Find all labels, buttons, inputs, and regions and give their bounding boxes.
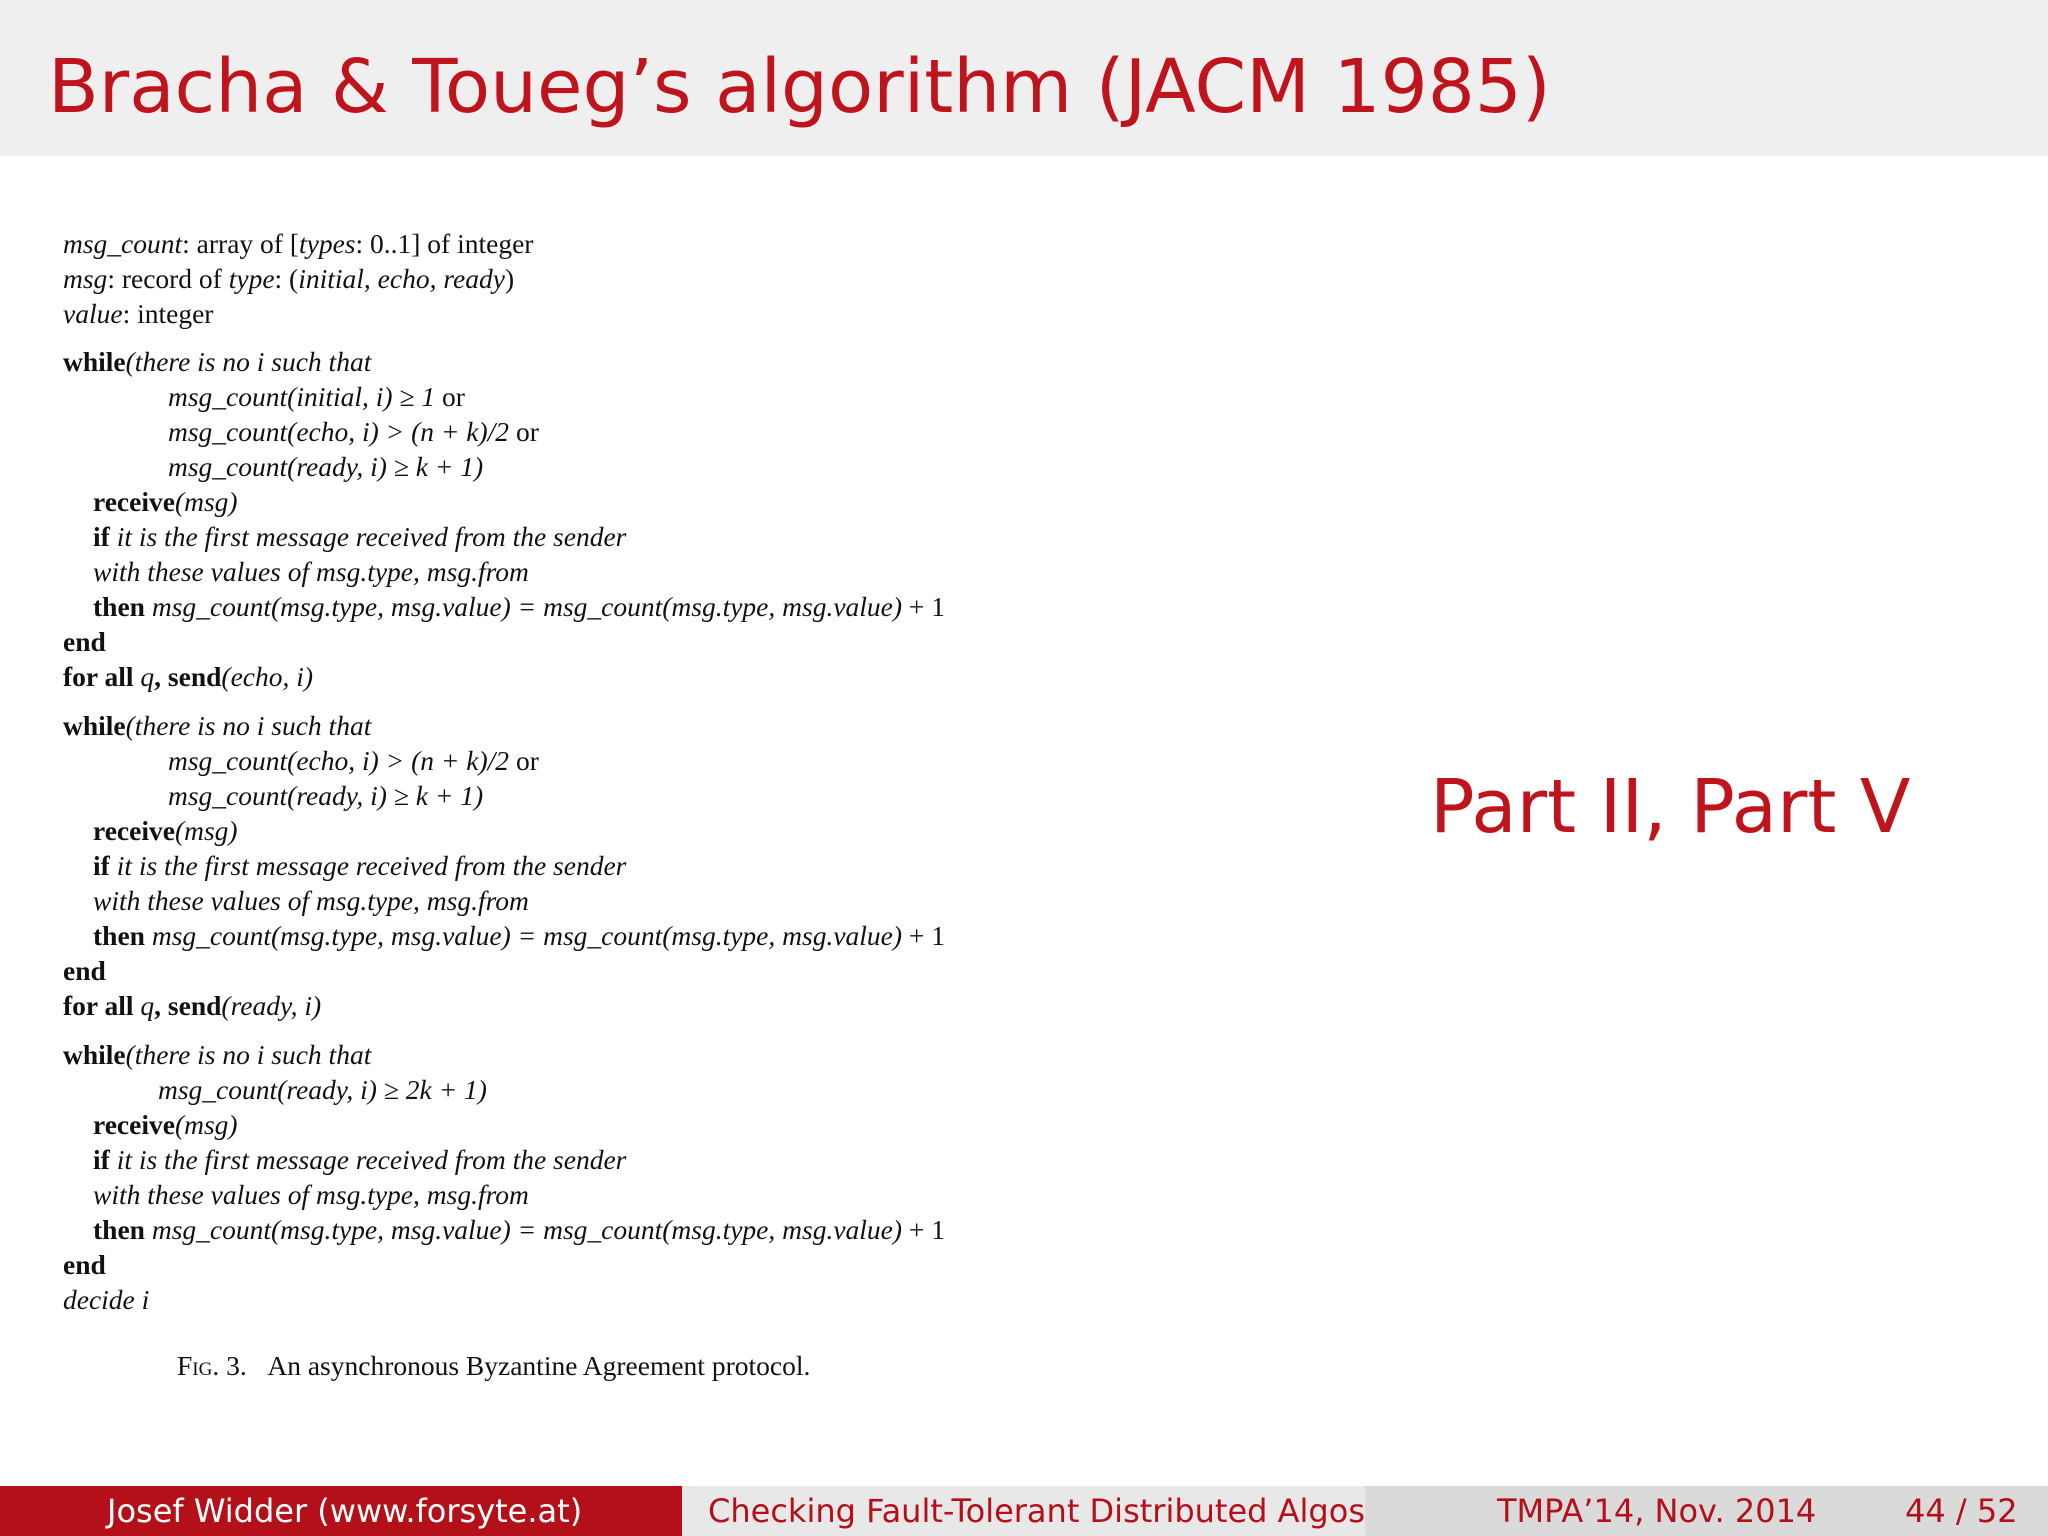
while-condition: (there is no i such that [125, 346, 372, 377]
receive-line [93, 484, 238, 519]
receive-arg: (msg) [174, 1109, 238, 1140]
send-arg: (echo, i) [221, 661, 314, 692]
receive-keyword: receive [93, 486, 175, 517]
footer-talk-segment [682, 1486, 1365, 1536]
then-line [93, 589, 945, 624]
if-line [93, 1142, 626, 1177]
decl-text: : 0..1] of integer [355, 228, 534, 259]
with-line [93, 1177, 529, 1212]
then-tail: + 1 [902, 1214, 946, 1245]
end-line [63, 624, 106, 659]
end-keyword: end [63, 1249, 106, 1280]
forall-keyword: for all [63, 661, 134, 692]
decl-var: msg [63, 263, 108, 294]
with-text: with these values of msg.type, msg.from [93, 885, 529, 916]
figure-label: Fig. 3. [177, 1350, 247, 1381]
send-arg: (ready, i) [221, 990, 322, 1021]
figure-caption-text: An asynchronous Byzantine Agreement protocol. [267, 1350, 811, 1381]
decl-var: value [63, 298, 123, 329]
while-condition: (there is no i such that [125, 710, 372, 741]
if-line [93, 519, 626, 554]
forall-var: q [133, 661, 155, 692]
if-keyword: if [93, 850, 110, 881]
condition-expr: msg_count(echo, i) > (n + k)/2 [168, 416, 510, 447]
while-keyword: while [63, 1039, 126, 1070]
while-line [63, 708, 371, 743]
then-tail: + 1 [902, 920, 946, 951]
while-line [63, 344, 371, 379]
with-line [93, 554, 529, 589]
condition-or: or [435, 381, 465, 412]
decl-text: : record of [107, 263, 229, 294]
decl-line [63, 261, 514, 296]
condition-line [168, 414, 539, 449]
then-keyword: then [93, 1214, 145, 1245]
decl-type: types [298, 228, 356, 259]
then-text: msg_count(msg.type, msg.value) = msg_count(msg.type, msg.value) [144, 920, 903, 951]
forall-line [63, 659, 313, 694]
condition-line [168, 449, 483, 484]
decl-values: initial, echo, ready [298, 263, 505, 294]
decl-type: type [228, 263, 275, 294]
then-line [93, 918, 945, 953]
condition-line [168, 778, 483, 813]
condition-line [158, 1072, 487, 1107]
decl-var: msg_count [63, 228, 183, 259]
then-keyword: then [93, 920, 145, 951]
with-text: with these values of msg.type, msg.from [93, 1179, 529, 1210]
footer-author: Josef Widder (www.forsyte.at) [107, 1492, 583, 1530]
while-condition: (there is no i such that [125, 1039, 372, 1070]
page-number: 44 / 52 [1905, 1492, 2018, 1530]
if-text: it is the first message received from the sender [109, 521, 627, 552]
condition-expr: msg_count(ready, i) ≥ k + 1) [168, 451, 484, 482]
condition-expr: msg_count(ready, i) ≥ 2k + 1) [158, 1074, 487, 1105]
decl-line [63, 296, 213, 331]
then-text: msg_count(msg.type, msg.value) = msg_count(msg.type, msg.value) [144, 591, 903, 622]
title-bar [0, 0, 2048, 156]
receive-arg: (msg) [174, 486, 238, 517]
then-line [93, 1212, 945, 1247]
condition-expr: msg_count(ready, i) ≥ k + 1) [168, 780, 484, 811]
footer-talk-title: Checking Fault-Tolerant Distributed Algos [708, 1492, 1365, 1530]
slide-title: Bracha & Toueg’s algorithm (JACM 1985) [48, 44, 1551, 130]
part-reference: Part II, Part V [1430, 764, 1911, 850]
receive-arg: (msg) [174, 815, 238, 846]
decl-text: : array of [ [182, 228, 299, 259]
footer-venue-segment [1365, 1486, 2048, 1536]
forall-var: q [133, 990, 155, 1021]
footer-bar [0, 1486, 2048, 1536]
end-line [63, 1247, 106, 1282]
send-keyword: , send [154, 990, 222, 1021]
send-keyword: , send [154, 661, 222, 692]
then-keyword: then [93, 591, 145, 622]
receive-keyword: receive [93, 815, 175, 846]
while-keyword: while [63, 710, 126, 741]
forall-keyword: for all [63, 990, 134, 1021]
end-keyword: end [63, 626, 106, 657]
end-keyword: end [63, 955, 106, 986]
then-text: msg_count(msg.type, msg.value) = msg_count(msg.type, msg.value) [144, 1214, 903, 1245]
condition-expr: msg_count(initial, i) ≥ 1 [168, 381, 436, 412]
condition-or: or [509, 416, 539, 447]
if-text: it is the first message received from the sender [109, 1144, 627, 1175]
condition-line [168, 743, 539, 778]
decl-text: : integer [122, 298, 214, 329]
while-line [63, 1037, 371, 1072]
footer-venue: TMPA’14, Nov. 2014 [1497, 1492, 1817, 1530]
if-text: it is the first message received from the sender [109, 850, 627, 881]
if-keyword: if [93, 1144, 110, 1175]
condition-expr: msg_count(echo, i) > (n + k)/2 [168, 745, 510, 776]
decide-text: decide i [63, 1284, 150, 1315]
receive-line [93, 1107, 238, 1142]
if-keyword: if [93, 521, 110, 552]
if-line [93, 848, 626, 883]
with-text: with these values of msg.type, msg.from [93, 556, 529, 587]
footer-author-segment [0, 1486, 682, 1536]
condition-or: or [509, 745, 539, 776]
condition-line [168, 379, 465, 414]
receive-keyword: receive [93, 1109, 175, 1140]
receive-line [93, 813, 238, 848]
figure-caption [177, 1348, 810, 1383]
with-line [93, 883, 529, 918]
then-tail: + 1 [902, 591, 946, 622]
decl-text: ) [504, 263, 515, 294]
while-keyword: while [63, 346, 126, 377]
forall-line [63, 988, 321, 1023]
decl-text: : ( [274, 263, 299, 294]
decide-line [63, 1282, 149, 1317]
end-line [63, 953, 106, 988]
decl-line [63, 226, 533, 261]
